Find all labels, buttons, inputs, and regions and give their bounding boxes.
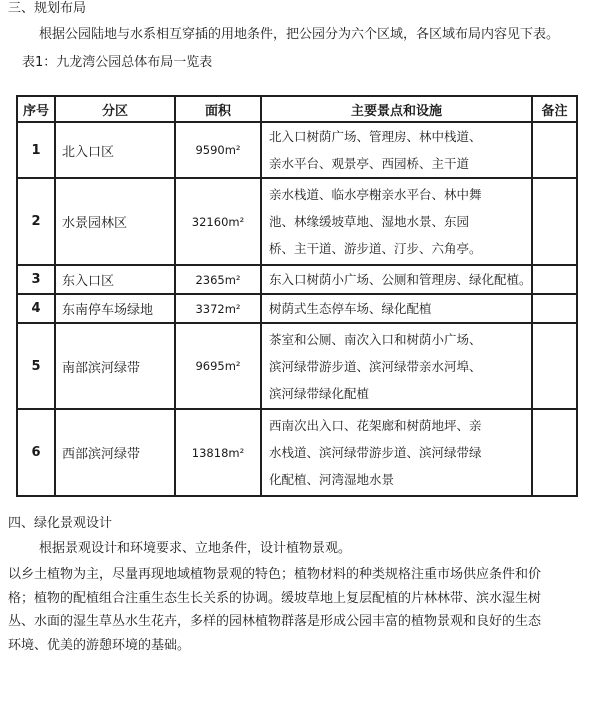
- paragraph-line: 格；植物的配植组合注重生态生长关系的协调。缓坡草地上复层配植的片林林带、滨水湿生树: [8, 590, 542, 606]
- cell-area: [175, 265, 261, 294]
- area-value: 13818: [191, 445, 229, 460]
- cell-notes: [532, 178, 577, 265]
- header-no: 序号: [17, 96, 55, 122]
- cell-notes: [532, 409, 577, 496]
- area-unit: m²: [224, 143, 241, 157]
- cell-features: [261, 178, 532, 265]
- section-4-paragraph: [8, 563, 594, 657]
- area-value: 3372: [195, 301, 225, 316]
- area-value: 9590: [195, 143, 225, 157]
- cell-features: [261, 265, 532, 294]
- feature-line: 池、林缘缓坡草地、湿地水景、东园: [269, 214, 470, 229]
- section-4-heading: 四、绿化景观设计: [8, 516, 113, 531]
- area-value: 9695: [195, 359, 225, 373]
- cell-zone: 东南停车场绿地: [55, 294, 175, 323]
- table-row: [17, 409, 577, 496]
- cell-area: [175, 122, 261, 178]
- cell-zone: 东入口区: [55, 265, 175, 294]
- cell-features: [261, 409, 532, 496]
- section-4-lead: 根据景观设计和环境要求、立地条件，设计植物景观。: [39, 541, 352, 556]
- cell-notes: [532, 122, 577, 178]
- feature-line: 东入口树荫小广场、公厕和管理房、绿化配植。: [269, 272, 532, 287]
- header-features: 主要景点和设施: [261, 96, 532, 122]
- cell-area: [175, 178, 261, 265]
- cell-area: [175, 323, 261, 409]
- table-row: [17, 178, 577, 265]
- feature-line: 桥、主干道、游步道、汀步、六角亭。: [269, 241, 482, 256]
- area-unit: m²: [228, 445, 245, 460]
- feature-line: 西南次出入口、花架廊和树荫地坪、亲: [269, 418, 482, 433]
- section-3-heading: 三、规划布局: [8, 1, 87, 16]
- table-row: [17, 122, 577, 178]
- cell-no: 5: [17, 323, 55, 409]
- cell-no: 2: [17, 178, 55, 265]
- header-notes: 备注: [532, 96, 577, 122]
- feature-line: 水栈道、滨河绿带游步道、滨河绿带绿: [269, 445, 482, 460]
- section-3-intro: 根据公园陆地与水系相互穿插的用地条件，把公园分为六个区域，各区域布局内容见下表。: [39, 27, 560, 42]
- area-unit: m²: [224, 272, 241, 287]
- table-row: [17, 323, 577, 409]
- cell-no: 6: [17, 409, 55, 496]
- table-row: [17, 265, 577, 294]
- feature-line: 亲水平台、观景亭、西园桥、主干道: [269, 156, 470, 171]
- area-unit: m²: [224, 359, 241, 373]
- header-area: 面积: [175, 96, 261, 122]
- table-header-row: [17, 96, 577, 122]
- table-caption: 表1：九龙湾公园总体布局一览表: [22, 55, 213, 70]
- cell-features: [261, 323, 532, 409]
- paragraph-line: 环境、优美的游憩环境的基础。: [8, 637, 191, 653]
- area-value: 32160: [191, 214, 229, 229]
- feature-line: 化配植、河湾湿地水景: [269, 472, 395, 487]
- cell-features: [261, 122, 532, 178]
- feature-line: 北入口树荫广场、管理房、林中栈道、: [269, 129, 482, 144]
- area-value: 2365: [195, 272, 225, 287]
- cell-no: 4: [17, 294, 55, 323]
- cell-notes: [532, 294, 577, 323]
- feature-line: 树荫式生态停车场、绿化配植: [269, 301, 432, 316]
- cell-area: [175, 409, 261, 496]
- cell-features: [261, 294, 532, 323]
- cell-zone: 北入口区: [55, 122, 175, 178]
- table-row: [17, 294, 577, 323]
- paragraph-line: 丛、水面的湿生草丛水生花卉，多样的园林植物群落是形成公园丰富的植物景观和良好的生态: [8, 614, 542, 629]
- feature-line: 滨河绿带游步道、滨河绿带亲水河埠、: [269, 358, 482, 374]
- header-zone: 分区: [55, 96, 175, 122]
- area-unit: m²: [224, 301, 241, 316]
- cell-area: [175, 294, 261, 323]
- cell-notes: [532, 323, 577, 409]
- area-unit: m²: [228, 214, 245, 229]
- feature-line: 茶室和公厕、南次入口和树荫小广场、: [269, 331, 482, 347]
- cell-notes: [532, 265, 577, 294]
- park-layout-table: [16, 95, 578, 497]
- cell-no: 3: [17, 265, 55, 294]
- cell-zone: 南部滨河绿带: [55, 323, 175, 409]
- paragraph-line: 以乡土植物为主，尽量再现地域植物景观的特色；植物材料的种类规格注重市场供应条件和价: [8, 567, 542, 582]
- feature-line: 亲水栈道、临水亭榭亲水平台、林中舞: [269, 187, 482, 202]
- cell-no: 1: [17, 122, 55, 178]
- cell-zone: 水景园林区: [55, 178, 175, 265]
- cell-zone: 西部滨河绿带: [55, 409, 175, 496]
- feature-line: 滨河绿带绿化配植: [269, 385, 370, 401]
